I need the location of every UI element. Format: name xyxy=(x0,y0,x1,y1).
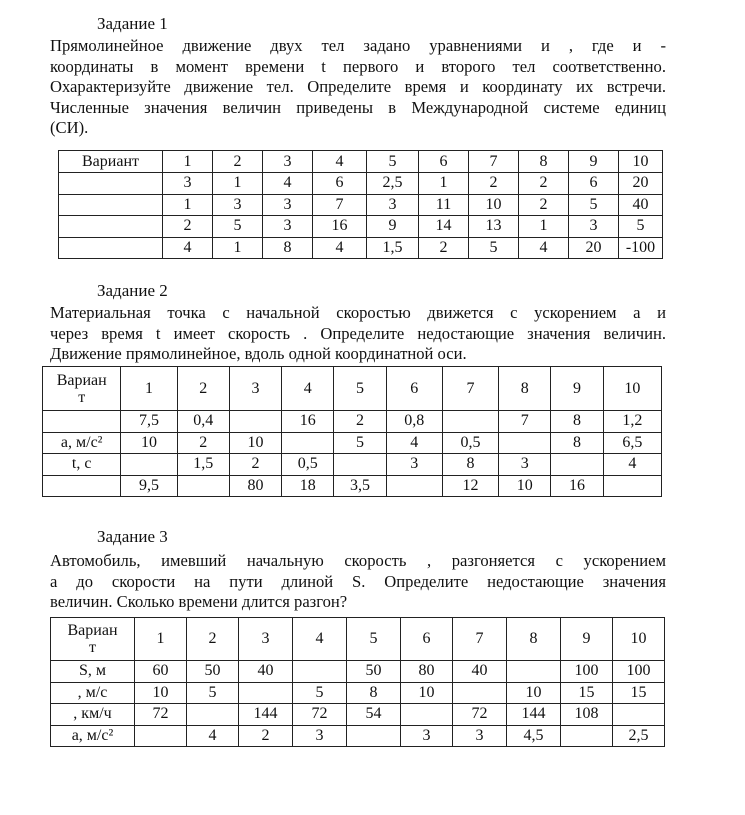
table-header-cell: 7 xyxy=(453,618,507,661)
table-cell: 4 xyxy=(386,432,442,454)
table-cell: 10 xyxy=(121,432,177,454)
table-header-cell: 1 xyxy=(163,151,213,173)
table-cell: t, с xyxy=(43,454,121,476)
table-cell: 3 xyxy=(163,173,213,195)
table-header-cell: 4 xyxy=(313,151,367,173)
table-cell: 8 xyxy=(442,454,498,476)
text-line: величин. Сколько времени длится разгон? xyxy=(50,592,348,611)
table-cell: 8 xyxy=(551,432,603,454)
table-cell: 2,5 xyxy=(613,725,665,747)
table-row xyxy=(51,704,665,726)
table-row xyxy=(43,475,662,497)
table-header-cell: 5 xyxy=(347,618,401,661)
table-cell: 1,5 xyxy=(177,454,229,476)
table-cell: 5 xyxy=(619,216,663,238)
table-cell: 1 xyxy=(163,194,213,216)
table-cell: 1 xyxy=(519,216,569,238)
table-header-cell: 6 xyxy=(386,367,442,411)
table-cell: 4 xyxy=(603,454,661,476)
table-header-row xyxy=(51,618,665,661)
table-cell xyxy=(499,432,551,454)
table-cell: 5 xyxy=(334,432,386,454)
table-cell: -100 xyxy=(619,237,663,259)
table-cell xyxy=(603,475,661,497)
table-cell: 6,5 xyxy=(603,432,661,454)
table-cell xyxy=(386,475,442,497)
table-cell xyxy=(334,454,386,476)
table-row xyxy=(51,661,665,683)
table-cell xyxy=(561,725,613,747)
table-cell: a, м/с² xyxy=(51,725,135,747)
table-cell: 2 xyxy=(177,432,229,454)
table-cell: 2 xyxy=(519,194,569,216)
table-header-cell: 2 xyxy=(213,151,263,173)
task-2-title: Задание 2 xyxy=(97,281,168,300)
table-row xyxy=(43,454,662,476)
table-cell: 4 xyxy=(263,173,313,195)
table-header-cell: 8 xyxy=(507,618,561,661)
table-cell: S, м xyxy=(51,661,135,683)
table-cell: 0,4 xyxy=(177,411,229,433)
text-line: Автомобиль, имевший начальную скорость , разгоняется с ускорением xyxy=(50,551,666,570)
task-1-title: Задание 1 xyxy=(97,14,168,33)
table-header-cell: 6 xyxy=(401,618,453,661)
table-cell: 1,5 xyxy=(367,237,419,259)
table-header-cell: 2 xyxy=(177,367,229,411)
table-header-row xyxy=(43,367,662,411)
text-line: a до скорости на пути длиной S. Определите недостающие значения xyxy=(50,571,666,591)
table-cell: 2 xyxy=(163,216,213,238)
table-row xyxy=(51,725,665,747)
table-cell: 2 xyxy=(239,725,293,747)
text-line: Численные значения величин приведены в Международной системе единиц xyxy=(50,97,666,117)
table-cell: 5 xyxy=(569,194,619,216)
table-cell xyxy=(187,704,239,726)
table-cell: 5 xyxy=(469,237,519,259)
table-cell: 40 xyxy=(239,661,293,683)
table-cell: 1 xyxy=(419,173,469,195)
table-cell xyxy=(135,725,187,747)
table-cell xyxy=(59,216,163,238)
task-3-text xyxy=(50,551,666,613)
table-cell: 72 xyxy=(293,704,347,726)
table-cell: 3 xyxy=(499,454,551,476)
text-line: через время t имеет скорость . Определите недостающие значения величин. xyxy=(50,323,666,343)
table-cell: 20 xyxy=(619,173,663,195)
table-cell: 3 xyxy=(293,725,347,747)
task-2-text xyxy=(50,303,666,365)
table-cell xyxy=(442,411,498,433)
table-cell: 15 xyxy=(613,682,665,704)
table-cell: 1 xyxy=(213,237,263,259)
text-line: Материальная точка с начальной скоростью движется с ускорением a и xyxy=(50,303,666,322)
table-cell: 11 xyxy=(419,194,469,216)
table-cell xyxy=(59,237,163,259)
table-cell xyxy=(59,194,163,216)
table-cell: 15 xyxy=(561,682,613,704)
table-header-cell: Вариан т xyxy=(43,367,121,411)
table-cell xyxy=(177,475,229,497)
table-cell: a, м/с² xyxy=(43,432,121,454)
table-cell: 108 xyxy=(561,704,613,726)
table-cell: 6 xyxy=(569,173,619,195)
table-header-cell: 8 xyxy=(499,367,551,411)
table-header-cell: 10 xyxy=(613,618,665,661)
table-header-cell: 9 xyxy=(569,151,619,173)
table-cell: 2,5 xyxy=(367,173,419,195)
table-cell: 2 xyxy=(519,173,569,195)
task-3-title: Задание 3 xyxy=(97,527,168,546)
table-header-cell: 3 xyxy=(239,618,293,661)
table-cell: 16 xyxy=(551,475,603,497)
table-cell: , км/ч xyxy=(51,704,135,726)
table-cell xyxy=(282,432,334,454)
table-cell: 2 xyxy=(334,411,386,433)
table-cell xyxy=(239,682,293,704)
table-cell: 10 xyxy=(229,432,281,454)
table-cell xyxy=(121,454,177,476)
table-cell: 3 xyxy=(569,216,619,238)
table-cell: 8 xyxy=(347,682,401,704)
table-header-row xyxy=(59,151,663,173)
table-cell: 14 xyxy=(419,216,469,238)
text-line: Охарактеризуйте движение тел. Определите время и координату их встречи. xyxy=(50,77,666,96)
table-cell: 8 xyxy=(263,237,313,259)
table-cell: 1,2 xyxy=(603,411,661,433)
table-cell: 100 xyxy=(561,661,613,683)
table-row xyxy=(59,216,663,238)
table-row xyxy=(59,173,663,195)
table-cell: 10 xyxy=(135,682,187,704)
table-cell: 60 xyxy=(135,661,187,683)
table-cell: 4 xyxy=(163,237,213,259)
table-cell: 2 xyxy=(419,237,469,259)
table-cell: 20 xyxy=(569,237,619,259)
table-cell: 50 xyxy=(347,661,401,683)
table-cell: 144 xyxy=(239,704,293,726)
table-header-cell: 5 xyxy=(334,367,386,411)
table-cell: 3 xyxy=(213,194,263,216)
table-cell: 3,5 xyxy=(334,475,386,497)
table-header-cell: 9 xyxy=(551,367,603,411)
table-header-cell: Вариант xyxy=(59,151,163,173)
table-cell: 10 xyxy=(499,475,551,497)
table-cell xyxy=(293,661,347,683)
table-cell: 18 xyxy=(282,475,334,497)
table-cell: 80 xyxy=(229,475,281,497)
table-cell: 4 xyxy=(519,237,569,259)
table-cell: 100 xyxy=(613,661,665,683)
table-header-cell: 6 xyxy=(419,151,469,173)
table-header-cell: Вариан т xyxy=(51,618,135,661)
table-cell: 3 xyxy=(401,725,453,747)
table-header-cell: 7 xyxy=(469,151,519,173)
table-cell xyxy=(551,454,603,476)
text-line: (СИ). xyxy=(50,118,89,137)
table-cell: 9 xyxy=(367,216,419,238)
table-header-cell: 3 xyxy=(263,151,313,173)
table-cell: 9,5 xyxy=(121,475,177,497)
table-header-cell: 7 xyxy=(442,367,498,411)
table-cell xyxy=(507,661,561,683)
table-row xyxy=(59,194,663,216)
table-cell: 0,5 xyxy=(282,454,334,476)
table-cell: 5 xyxy=(213,216,263,238)
table-cell: 5 xyxy=(293,682,347,704)
table-cell: 3 xyxy=(263,194,313,216)
table-cell: 2 xyxy=(469,173,519,195)
table-cell: 7,5 xyxy=(121,411,177,433)
table-header-cell: 1 xyxy=(121,367,177,411)
table-cell: 7 xyxy=(313,194,367,216)
table-cell: 8 xyxy=(551,411,603,433)
table-cell: 4,5 xyxy=(507,725,561,747)
table-cell xyxy=(43,411,121,433)
table-row xyxy=(43,411,662,433)
table-cell: 1 xyxy=(213,173,263,195)
table-cell: 80 xyxy=(401,661,453,683)
table-header-cell: 4 xyxy=(282,367,334,411)
table-cell: 50 xyxy=(187,661,239,683)
table-cell xyxy=(347,725,401,747)
table-cell: 6 xyxy=(313,173,367,195)
table-cell xyxy=(59,173,163,195)
text-line: координаты в момент времени t первого и второго тел соответственно. xyxy=(50,56,666,76)
table-header-cell: 2 xyxy=(187,618,239,661)
text-line: Прямолинейное движение двух тел задано уравнениями и , где и - xyxy=(50,36,666,55)
table-cell: 4 xyxy=(313,237,367,259)
table-cell xyxy=(229,411,281,433)
table-cell: 54 xyxy=(347,704,401,726)
task-3-table xyxy=(50,617,665,747)
table-cell xyxy=(453,682,507,704)
table-cell: 144 xyxy=(507,704,561,726)
table-cell: 4 xyxy=(187,725,239,747)
table-cell: 5 xyxy=(187,682,239,704)
table-cell: 72 xyxy=(135,704,187,726)
table-cell xyxy=(401,704,453,726)
table-cell: 7 xyxy=(499,411,551,433)
table-cell: 3 xyxy=(453,725,507,747)
table-cell: 16 xyxy=(282,411,334,433)
task-2-table xyxy=(42,366,662,497)
table-cell: 72 xyxy=(453,704,507,726)
table-cell: 40 xyxy=(453,661,507,683)
table-header-cell: 4 xyxy=(293,618,347,661)
table-cell: 10 xyxy=(507,682,561,704)
table-cell: 16 xyxy=(313,216,367,238)
table-row xyxy=(51,682,665,704)
table-cell: 10 xyxy=(401,682,453,704)
table-row xyxy=(59,237,663,259)
table-cell: 13 xyxy=(469,216,519,238)
table-cell: 3 xyxy=(367,194,419,216)
table-cell: 3 xyxy=(263,216,313,238)
table-header-cell: 8 xyxy=(519,151,569,173)
table-header-cell: 10 xyxy=(603,367,661,411)
table-header-cell: 1 xyxy=(135,618,187,661)
task-1-table xyxy=(58,150,663,259)
table-header-cell: 9 xyxy=(561,618,613,661)
task-1-text xyxy=(50,36,666,139)
table-cell: 10 xyxy=(469,194,519,216)
table-row xyxy=(43,432,662,454)
table-cell xyxy=(43,475,121,497)
table-cell xyxy=(613,704,665,726)
table-header-cell: 10 xyxy=(619,151,663,173)
table-header-cell: 5 xyxy=(367,151,419,173)
table-cell: 2 xyxy=(229,454,281,476)
table-cell: , м/с xyxy=(51,682,135,704)
table-cell: 3 xyxy=(386,454,442,476)
text-line: Движение прямолинейное, вдоль одной координатной оси. xyxy=(50,344,467,363)
table-cell: 40 xyxy=(619,194,663,216)
table-cell: 0,5 xyxy=(442,432,498,454)
table-cell: 12 xyxy=(442,475,498,497)
table-header-cell: 3 xyxy=(229,367,281,411)
table-cell: 0,8 xyxy=(386,411,442,433)
